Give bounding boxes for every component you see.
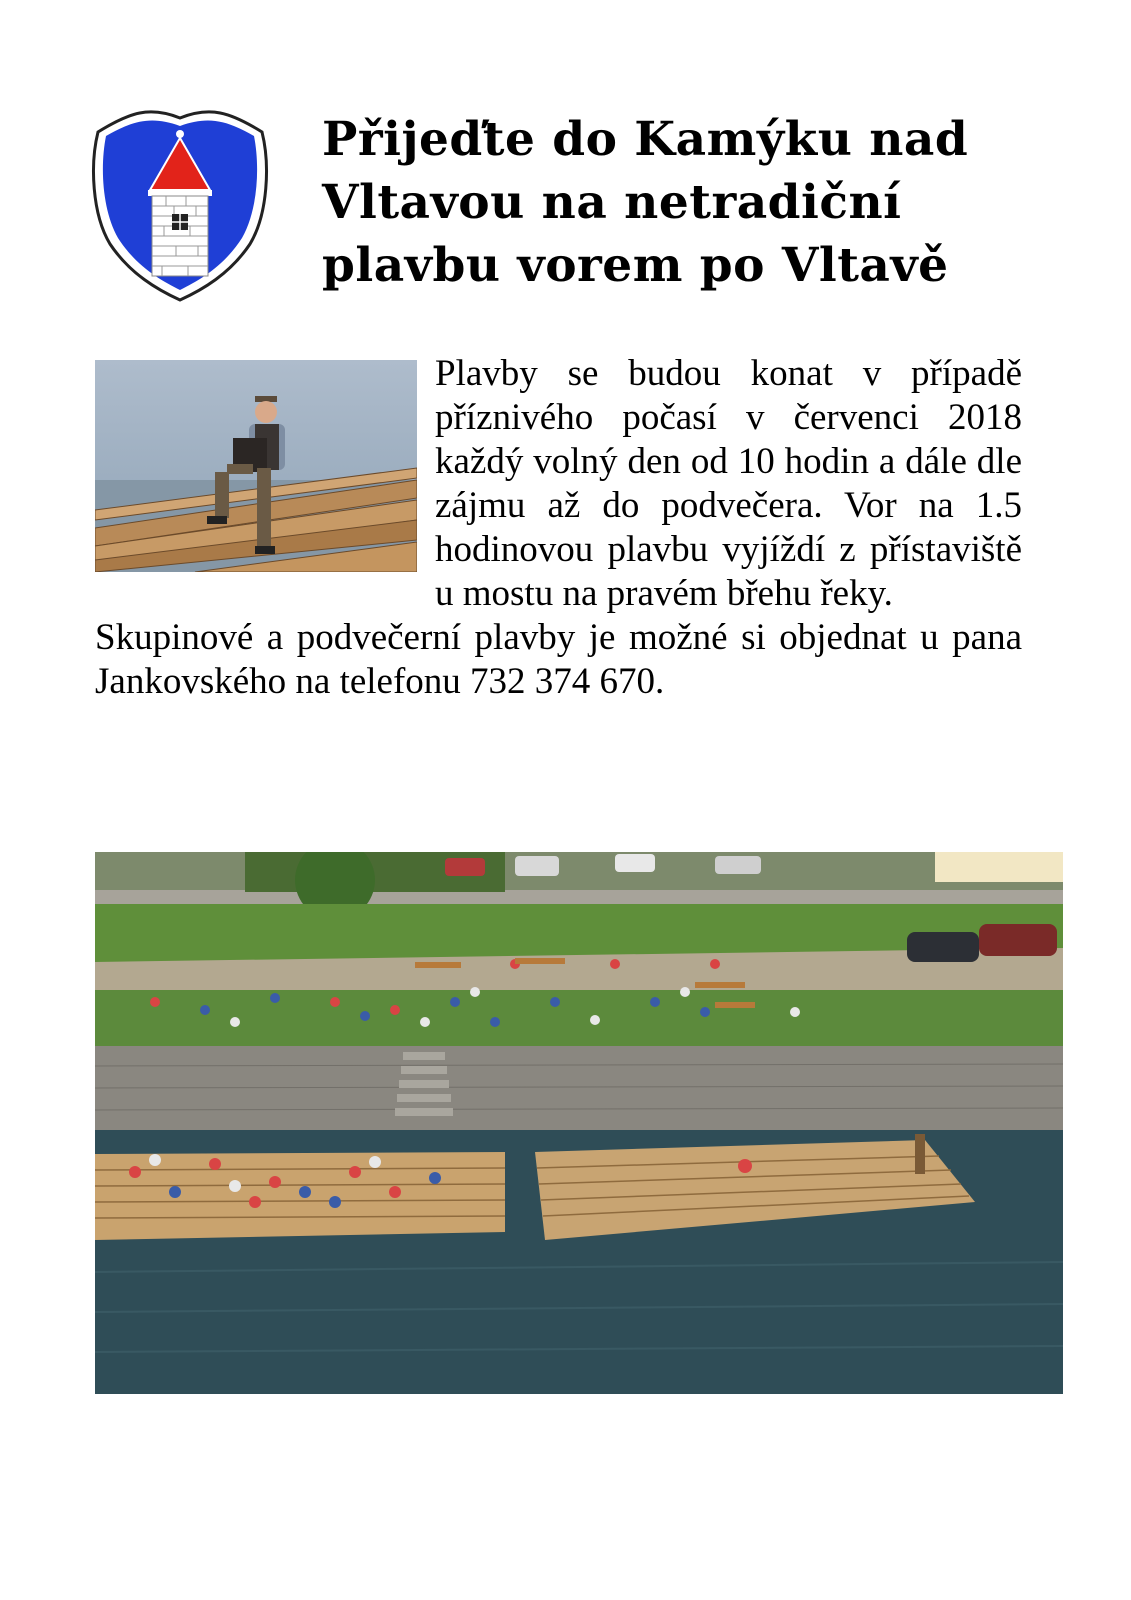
- paragraph-schedule: Plavby se budou konat v případě příznivého počasí v červenci 2018 každý volný den od 10 hodin a dále dle zájmu až do podvečera. Vor na 1.5 hodinovou plavbu vyjíždí z přístaviště u mostu na pravém břehu řeky.: [95, 352, 1022, 616]
- body-text: [95, 352, 1022, 704]
- page-title: [322, 108, 1042, 297]
- title-line-1: Přijeďte do Kamýku nad: [322, 112, 969, 167]
- raft-musician-photo: [95, 360, 417, 572]
- paragraph-booking: Skupinové a podvečerní plavby je možné si objednat u pana Jankovského na telefonu 732 374 670.: [95, 617, 1022, 702]
- title-line-2: Vltavou na netradiční: [322, 175, 902, 230]
- title-line-3: plavbu vorem po Vltavě: [322, 238, 949, 293]
- aerial-rafts-photo: [95, 852, 1063, 1394]
- coat-of-arms-icon: [90, 104, 270, 304]
